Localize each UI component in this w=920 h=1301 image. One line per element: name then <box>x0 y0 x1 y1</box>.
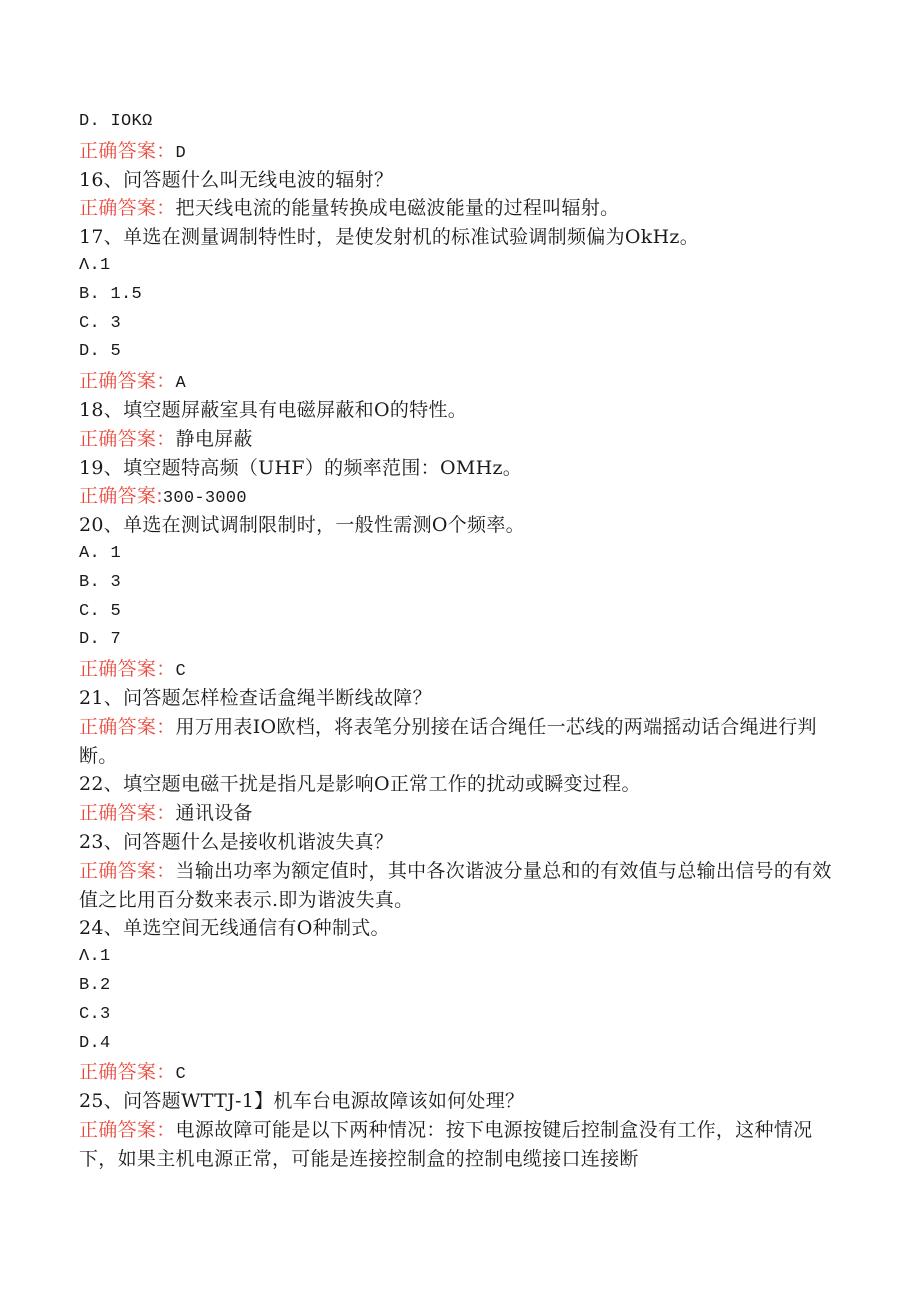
answer-label: 正确答案： <box>79 802 176 825</box>
document-page <box>79 108 839 1173</box>
option-b: B. 1.5 <box>79 284 143 304</box>
answer-label: 正确答案: <box>79 485 163 508</box>
question-21: 21、问答题怎样检查话盒绳半断线故障？ <box>79 686 432 709</box>
question-16: 16、问答题什么叫无线电波的辐射？ <box>79 168 394 191</box>
answer-label: 正确答案： <box>79 427 176 450</box>
answer-line <box>79 655 839 684</box>
answer-value: C <box>175 1065 187 1085</box>
option-b: B. 3 <box>79 572 122 592</box>
answer-value: 通讯设备 <box>175 802 253 825</box>
question-24: 24、单选空间无线通信有O种制式。 <box>79 917 390 940</box>
option-d: D.4 <box>79 1033 111 1053</box>
answer-line <box>79 799 839 828</box>
answer-value: 电源故障可能是以下两种情况：按下电源按键后控制盒没有工作，这种情况下，如果主机电源正常，可能是连接控制盒的控制电缆接口连接断 <box>79 1118 813 1170</box>
answer-value: 300-3000 <box>162 489 247 509</box>
option-c: C.3 <box>79 1004 111 1024</box>
answer-value: 静电屏蔽 <box>175 427 253 450</box>
answer-value: D <box>175 143 187 163</box>
question-23: 23、问答题什么是接收机谐波失真？ <box>79 830 394 853</box>
option-a: Λ.1 <box>79 255 111 275</box>
answer-label: 正确答案： <box>79 658 176 681</box>
option-d: D. 5 <box>79 342 122 362</box>
answer-label: 正确答案： <box>79 139 176 162</box>
question-25: 25、问答题WTTJ-1】机车台电源故障该如何处理？ <box>79 1090 525 1113</box>
answer-line <box>79 194 839 223</box>
option-a: Λ.1 <box>79 947 111 967</box>
question-17: 17、单选在测量调制特性时，是使发射机的标准试验调制频偏为OkHz。 <box>79 226 700 249</box>
option-b: B.2 <box>79 975 111 995</box>
question-19: 19、填空题特高频（UHF）的频率范围：OMHz。 <box>79 456 523 479</box>
answer-line <box>79 1116 839 1174</box>
answer-line <box>79 482 839 511</box>
answer-value: 用万用表IO欧档，将表笔分别接在话合绳任一芯线的两端摇动话合绳进行判断。 <box>79 715 817 767</box>
option-c: C. 3 <box>79 313 122 333</box>
answer-line <box>79 857 839 915</box>
answer-label: 正确答案： <box>79 859 176 882</box>
question-18: 18、填空题屏蔽室具有电磁屏蔽和O的特性。 <box>79 398 468 421</box>
answer-value: 当输出功率为额定值时，其中各次谐波分量总和的有效值与总输出信号的有效值之比用百分数来表示.即为谐波失真。 <box>79 859 832 911</box>
answer-value: 把天线电流的能量转换成电磁波能量的过程叫辐射。 <box>175 197 620 220</box>
option-a: A. 1 <box>79 543 122 563</box>
answer-label: 正确答案： <box>79 1061 176 1084</box>
answer-label: 正确答案： <box>79 1118 176 1141</box>
answer-line <box>79 137 839 166</box>
answer-label: 正确答案： <box>79 715 176 738</box>
option-c: C. 5 <box>79 601 122 621</box>
option-d: D. 7 <box>79 630 122 650</box>
answer-value: C <box>175 662 187 682</box>
question-20: 20、单选在测试调制限制时，一般性需测O个频率。 <box>79 514 525 537</box>
option-d: D. IOKΩ <box>79 112 153 131</box>
answer-line <box>79 425 839 454</box>
answer-line <box>79 713 839 771</box>
answer-label: 正确答案： <box>79 370 176 393</box>
answer-line <box>79 367 839 396</box>
answer-label: 正确答案： <box>79 197 176 220</box>
answer-value: A <box>175 374 187 394</box>
answer-line <box>79 1058 839 1087</box>
question-22: 22、填空题电磁干扰是指凡是影响O正常工作的扰动或瞬变过程。 <box>79 773 641 796</box>
